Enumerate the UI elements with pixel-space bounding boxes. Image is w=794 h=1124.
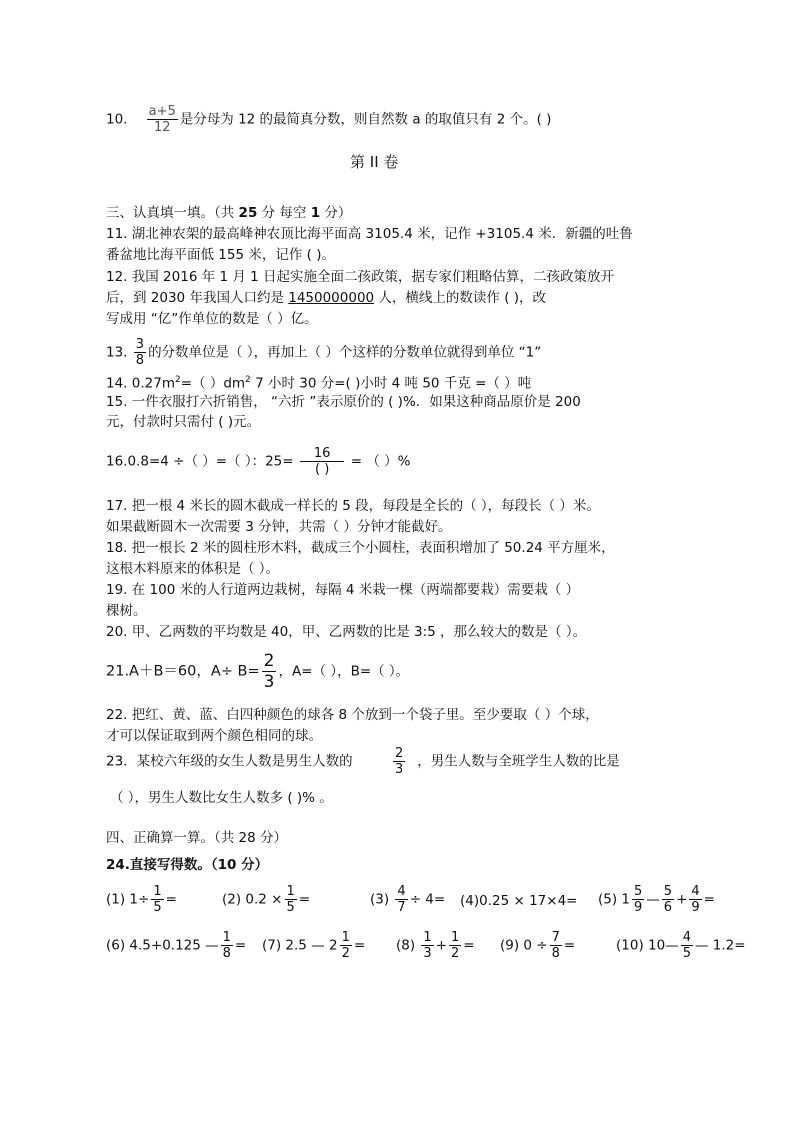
sec3-text-a: 三、认真填一填。（共 bbox=[106, 205, 239, 221]
q13-text: 的分数单位是（ ），再加上（ ）个这样的分数单位就得到单位 “1” bbox=[148, 344, 542, 361]
q22-line-1: 22. 把红、黄、蓝、白四种颜色的球各 8 个放到一个袋子里。至少要取（ ）个球， bbox=[106, 707, 599, 723]
calc-item-1 bbox=[106, 884, 177, 915]
q14-superscript-1: 2 bbox=[174, 375, 181, 385]
calc10-suffix: — 1.2= bbox=[694, 937, 746, 954]
calc8-plus: + bbox=[435, 937, 448, 954]
calc5-suffix: = bbox=[703, 891, 715, 908]
calc3-suffix: ÷ 4= bbox=[409, 891, 446, 908]
calc7-fraction bbox=[340, 930, 352, 961]
q10-fraction bbox=[147, 104, 178, 135]
sec3-text-e: 分） bbox=[320, 205, 352, 221]
q10-text: 是分母为 12 的最简真分数，则自然数 a 的取值只有 2 个。( ) bbox=[179, 111, 552, 128]
calc8-den-1: 3 bbox=[423, 946, 432, 961]
calc1-prefix: (1) 1÷ bbox=[106, 891, 150, 908]
calc8-suffix: = bbox=[463, 937, 475, 954]
q21-frac-numerator: 2 bbox=[263, 651, 275, 671]
q14-text-a: 14. 0.27m bbox=[106, 375, 175, 392]
calc6-fraction bbox=[221, 930, 233, 961]
q23-line-2: （ ），男生人数比女生人数多 ( )% 。 bbox=[110, 790, 333, 806]
calc5-fraction-3 bbox=[689, 884, 701, 915]
calc8-prefix: (8) bbox=[396, 937, 416, 954]
calc10-prefix: (10) 10— bbox=[616, 937, 679, 954]
calc5-fraction-2 bbox=[662, 884, 674, 915]
calc3-fraction bbox=[395, 884, 407, 915]
calc9-den: 8 bbox=[551, 946, 560, 961]
q23-frac-denominator: 3 bbox=[394, 762, 404, 777]
q17-line-1: 17. 把一根 4 米长的圆木截成一样长的 5 段，每段是全长的（ ），每段长（ ）米。 bbox=[106, 498, 600, 514]
calc2-suffix: = bbox=[298, 891, 311, 908]
q18-line-1: 18. 把一根长 2 米的圆柱形木料，截成三个小圆柱，表面积增加了 50.24 平方厘米， bbox=[106, 540, 615, 556]
q10-frac-denominator: 12 bbox=[153, 120, 171, 135]
q10-number: 10. bbox=[106, 111, 128, 128]
q21-frac-denominator: 3 bbox=[263, 672, 275, 692]
sec3-score: 25 bbox=[238, 205, 258, 221]
q12-underlined-number: 1450000000 bbox=[288, 290, 375, 306]
calc5-plus: + bbox=[676, 891, 688, 908]
calc-item-10 bbox=[616, 930, 746, 961]
section-3-heading bbox=[106, 204, 351, 222]
calc6-den: 8 bbox=[222, 946, 231, 961]
q12-line-2a: 后，到 2030 年我国人口约是 bbox=[106, 290, 289, 306]
calc5-prefix: (5) 1 bbox=[598, 891, 631, 908]
calc1-den: 5 bbox=[153, 900, 162, 915]
calc6-prefix: (6) 4.5+0.125 — bbox=[106, 937, 219, 954]
calc10-fraction bbox=[681, 930, 693, 961]
calc-item-4: (4)0.25 × 17×4= bbox=[460, 893, 578, 909]
question-20: 20. 甲、乙两数的平均数是 40，甲、乙两数的比是 3:5 ，那么较大的数是（ ）。 bbox=[106, 624, 587, 640]
calc1-num: 1 bbox=[153, 884, 162, 899]
part-2-title: 第 II 卷 bbox=[350, 153, 399, 171]
calc1-fraction bbox=[151, 884, 163, 915]
q19-line-1: 19. 在 100 米的人行道两边栽树，每隔 4 米栽一棵（两端都要栽）需要栽（ ） bbox=[106, 582, 580, 598]
q23-fraction bbox=[393, 746, 405, 777]
q23-text-a: 23．某校六年级的女生人数是男生人数的 bbox=[106, 753, 353, 770]
calc5-minus: — bbox=[646, 891, 660, 908]
q12-line-1: 12. 我国 2016 年 1 月 1 日起实施全面二孩政策，据专家们粗略估算，二孩政策放开 bbox=[106, 269, 615, 285]
q18-line-2: 这根木料原来的体积是（ ）。 bbox=[106, 561, 280, 577]
calc7-den: 2 bbox=[341, 946, 350, 961]
calc2-prefix: (2) 0.2 × bbox=[222, 891, 283, 908]
calc8-num-1: 1 bbox=[423, 930, 432, 945]
q21-text-b: ，A=（ ），B=（ ）。 bbox=[278, 663, 410, 680]
q15-line-2: 元，付款时只需付 ( )元。 bbox=[106, 414, 261, 430]
q12-line-2b: 人，横线上的数读作 ( )，改 bbox=[374, 290, 547, 306]
calc1-suffix: = bbox=[165, 891, 177, 908]
q12-line-2 bbox=[106, 289, 546, 307]
q10-frac-numerator: a+5 bbox=[148, 104, 176, 119]
calc-item-6 bbox=[106, 930, 246, 961]
section-4-heading: 四、正确算一算。（共 28 分） bbox=[106, 830, 288, 846]
q21-fraction bbox=[262, 651, 277, 692]
calc10-num: 4 bbox=[682, 930, 691, 945]
calc6-suffix: = bbox=[234, 937, 247, 954]
question-16 bbox=[106, 446, 410, 477]
q15-line-1: 15. 一件衣服打六折销售， “六折 ”表示原价的 ( )%．如果这种商品原价是 200 bbox=[106, 394, 581, 410]
calc-item-2 bbox=[222, 884, 310, 915]
q11-line-1: 11. 湖北神农架的最高峰神农顶比海平面高 3105.4 米，记作 +3105.4 米．新疆的吐鲁 bbox=[106, 226, 633, 242]
q13-fraction bbox=[134, 337, 146, 368]
calc6-num: 1 bbox=[222, 930, 231, 945]
q16-frac-numerator: 16 bbox=[300, 446, 345, 462]
calc-item-5 bbox=[598, 884, 715, 915]
question-24-heading: 24.直接写得数。（10 分） bbox=[106, 857, 269, 873]
calc-item-8 bbox=[396, 930, 475, 961]
calc3-prefix: (3) bbox=[370, 891, 390, 908]
q16-fraction bbox=[300, 446, 345, 477]
question-10 bbox=[106, 104, 551, 135]
q13-number: 13. bbox=[106, 344, 128, 361]
calc9-prefix: (9) 0 ÷ bbox=[500, 937, 548, 954]
question-21 bbox=[106, 651, 409, 692]
calc3-den: 7 bbox=[397, 900, 406, 915]
calc5-num-3: 4 bbox=[691, 884, 700, 899]
q12-line-3: 写成用 “亿”作单位的数是（ ）亿。 bbox=[106, 311, 318, 327]
calc3-num: 4 bbox=[397, 884, 406, 899]
calc8-den-2: 2 bbox=[451, 946, 460, 961]
calc7-prefix: (7) 2.5 — 2 bbox=[262, 937, 338, 954]
sec3-per-blank: 1 bbox=[310, 205, 321, 221]
calc2-den: 5 bbox=[286, 900, 295, 915]
calc2-num: 1 bbox=[286, 884, 295, 899]
calc9-num: 7 bbox=[551, 930, 560, 945]
calc2-fraction bbox=[285, 884, 297, 915]
calc5-den-1: 9 bbox=[634, 900, 643, 915]
calc5-den-2: 6 bbox=[663, 900, 673, 915]
calc8-fraction-1 bbox=[421, 930, 433, 961]
calc-item-3 bbox=[370, 884, 445, 915]
calc-item-9 bbox=[500, 930, 575, 961]
q14-text-b: =（ ）dm bbox=[180, 375, 246, 392]
q21-text-a: 21.A＋B＝60，A÷ B= bbox=[106, 663, 260, 680]
q16-frac-denominator: ( ) bbox=[315, 462, 330, 477]
calc5-den-3: 9 bbox=[691, 900, 700, 915]
calc9-fraction bbox=[550, 930, 562, 961]
q19-line-2: 棵树。 bbox=[106, 603, 147, 619]
calc10-den: 5 bbox=[682, 946, 691, 961]
q14-superscript-2: 2 bbox=[245, 375, 251, 385]
q17-line-2: 如果截断圆木一次需要 3 分钟，共需（ ）分钟才能截好。 bbox=[106, 519, 452, 535]
q23-text-b: ，男生人数与全班学生人数的比是 bbox=[417, 753, 620, 770]
q16-text-a: 16.0.8=4 ÷（ ）=（ ）：25= bbox=[106, 453, 294, 470]
q16-text-b: = （ ）% bbox=[346, 453, 411, 470]
calc7-num: 1 bbox=[341, 930, 350, 945]
q13-frac-denominator: 8 bbox=[135, 353, 145, 368]
question-13 bbox=[106, 337, 541, 368]
question-23-line-1 bbox=[106, 746, 620, 777]
calc5-num-2: 5 bbox=[663, 884, 673, 899]
q14-text-c: 7 小时 30 分=( )小时 4 吨 50 千克 =（ ）吨 bbox=[250, 375, 532, 392]
q13-frac-numerator: 3 bbox=[135, 337, 145, 352]
calc8-num-2: 1 bbox=[451, 930, 460, 945]
calc9-suffix: = bbox=[563, 937, 576, 954]
calc7-suffix: = bbox=[353, 937, 366, 954]
calc-item-7 bbox=[262, 930, 365, 961]
q11-line-2: 番盆地比海平面低 155 米，记作 ( )。 bbox=[106, 247, 335, 263]
calc5-fraction-1 bbox=[632, 884, 644, 915]
q22-line-2: 才可以保证取到两个颜色相同的球。 bbox=[106, 728, 322, 744]
calc5-num-1: 5 bbox=[634, 884, 643, 899]
q23-frac-numerator: 2 bbox=[394, 746, 404, 761]
sec3-text-c: 分 每空 bbox=[257, 205, 311, 221]
calc8-fraction-2 bbox=[449, 930, 461, 961]
question-14 bbox=[106, 371, 531, 393]
